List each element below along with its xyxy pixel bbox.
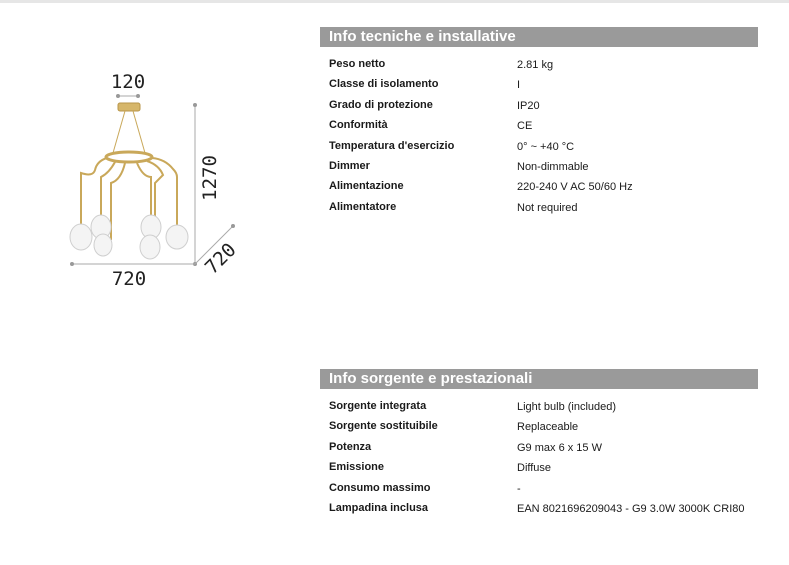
suspension-cable — [113, 111, 125, 153]
spec-row — [320, 76, 758, 96]
technical-info-title: Info tecniche e installative — [320, 27, 758, 47]
spec-value: - — [517, 482, 521, 495]
spec-label: Sorgente integrata — [329, 400, 427, 412]
spec-row — [320, 158, 758, 178]
spec-value: 0° ~ +40 °C — [517, 140, 575, 153]
spec-value: G9 max 6 x 15 W — [517, 441, 602, 454]
spec-row — [320, 97, 758, 117]
spec-label: Grado di protezione — [329, 98, 433, 111]
spec-value: EAN 8021696209043 - G9 3.0W 3000K CRI80 — [517, 502, 745, 515]
spec-row — [320, 480, 758, 500]
spec-label: Consumo massimo — [329, 481, 431, 494]
spec-row — [320, 398, 758, 418]
spec-row — [320, 418, 758, 438]
spec-label: Alimentazione — [329, 180, 404, 193]
spec-value: Not required — [517, 201, 578, 214]
top-width-label: 120 — [110, 71, 146, 93]
arm — [111, 163, 125, 240]
spec-label: Temperatura d'esercizio — [329, 139, 455, 152]
spec-label: Emissione — [329, 461, 385, 474]
product-dimension-drawing — [55, 65, 255, 295]
spec-row — [320, 56, 758, 76]
pendant-lamp-drawing — [55, 65, 255, 295]
dimension-dot — [70, 262, 74, 266]
spec-value: IP20 — [517, 99, 540, 112]
arm — [137, 163, 151, 215]
spec-value: 2.81 kg — [517, 59, 554, 71]
spec-value: CE — [517, 120, 533, 133]
arm — [101, 162, 115, 215]
dimension-dot — [193, 103, 197, 107]
glass-shade — [140, 235, 160, 259]
spec-row — [320, 439, 758, 459]
spec-value: 220-240 V AC 50/60 Hz — [517, 181, 633, 194]
depth-label: 720 — [200, 238, 241, 279]
spec-row — [320, 138, 758, 158]
spec-label: Alimentatore — [329, 200, 397, 213]
spec-label: Classe di isolamento — [329, 78, 439, 91]
width-label: 720 — [111, 268, 147, 290]
spec-label: Lampadina inclusa — [329, 501, 429, 514]
spec-label: Potenza — [329, 440, 372, 453]
ceiling-canopy — [118, 103, 140, 111]
spec-value: Diffuse — [517, 462, 552, 475]
spec-value: I — [517, 79, 521, 92]
spec-label: Dimmer — [329, 159, 370, 172]
glass-shade — [70, 224, 92, 250]
source-info-section — [320, 369, 758, 520]
spec-row — [320, 199, 758, 219]
glass-shade — [94, 234, 112, 256]
spec-value: Non-dimmable — [517, 160, 589, 173]
dimension-dot — [136, 94, 140, 98]
spec-row — [320, 117, 758, 137]
spec-label: Peso netto — [329, 58, 386, 70]
technical-info-section — [320, 27, 758, 219]
top-divider — [0, 0, 789, 3]
spec-row — [320, 178, 758, 198]
dimension-dot — [231, 224, 235, 228]
spec-label: Conformità — [329, 119, 388, 132]
suspension-cable — [133, 111, 145, 153]
spec-value: Light bulb (included) — [517, 401, 617, 413]
source-info-rows — [320, 398, 758, 520]
height-label: 1270 — [199, 155, 221, 201]
source-info-title: Info sorgente e prestazionali — [320, 369, 758, 389]
glass-shade — [166, 225, 188, 249]
spec-row — [320, 500, 758, 520]
spec-label: Sorgente sostituibile — [329, 420, 438, 433]
spec-value: Replaceable — [517, 421, 579, 434]
gold-ring — [106, 152, 152, 162]
dimension-dot — [116, 94, 120, 98]
spec-row — [320, 459, 758, 479]
technical-info-rows — [320, 56, 758, 219]
